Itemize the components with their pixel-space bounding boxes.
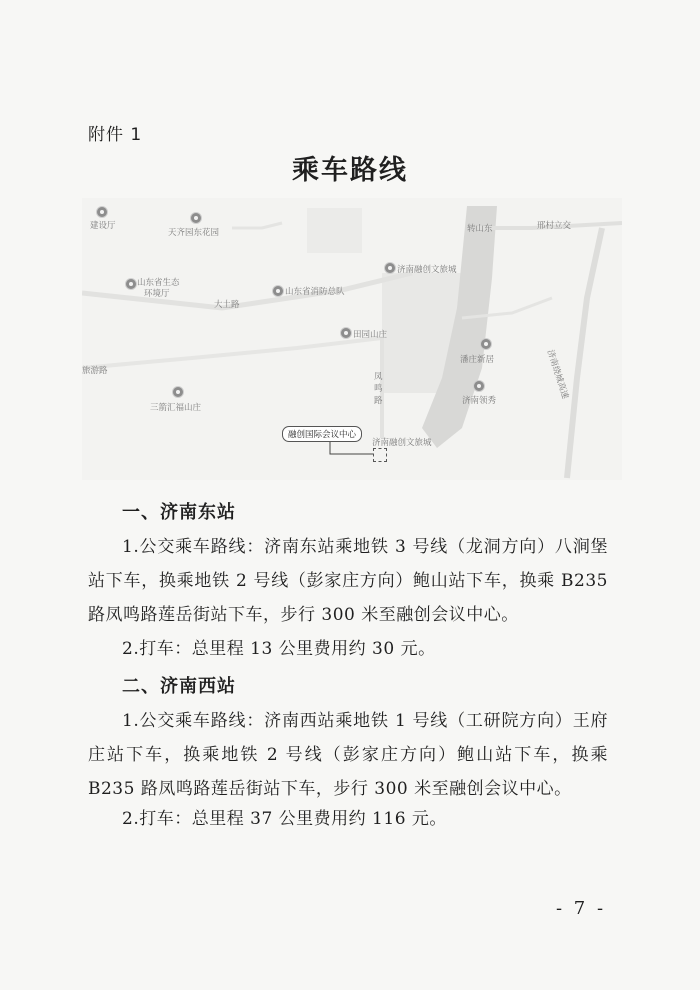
page-title: 乘车路线 <box>292 155 408 186</box>
route-map <box>82 198 622 480</box>
map-label: 济南融创文旅城 <box>372 438 432 448</box>
map-pin-icon <box>172 386 184 398</box>
map-road <box>82 338 382 368</box>
map-highway <box>567 228 602 478</box>
map-pin-icon <box>190 212 202 224</box>
map-label: 山东省生态 <box>137 278 180 288</box>
map-pin-icon <box>272 285 284 297</box>
map-road <box>232 223 282 228</box>
east-bus-route: 1.公交乘车路线：济南东站乘地铁 3 号线（龙洞方向）八涧堡站下车，换乘地铁 2 号线（彭家庄方向）鲍山站下车，换乘 B235 路凤鸣路莲岳街站下车，步行 300 米至融创会议中心。 <box>88 537 608 625</box>
map-label: 转山东 <box>467 224 493 234</box>
attachment-label: 附件 1 <box>88 125 143 145</box>
map-pin-icon <box>96 206 108 218</box>
map-pin-icon <box>480 338 492 350</box>
map-pin-icon <box>125 278 137 290</box>
map-pin-icon <box>384 262 396 274</box>
section-heading-east: 一、济南东站 <box>122 502 236 523</box>
map-label: 路 <box>374 396 383 406</box>
map-label: 环境厅 <box>144 289 170 299</box>
map-label: 凤 <box>374 372 383 382</box>
venue-marker-icon <box>373 448 387 462</box>
map-label: 济南绕城高速 <box>544 348 570 401</box>
section-heading-west: 二、济南西站 <box>122 676 236 697</box>
map-label: 大土路 <box>214 300 240 310</box>
map-label: 济南融创文旅城 <box>397 265 457 275</box>
venue-callout: 融创国际会议中心 <box>282 426 362 442</box>
map-label: 田园山庄 <box>353 330 388 340</box>
map-label: 旅游路 <box>82 366 108 376</box>
map-label: 邢村立交 <box>537 221 572 231</box>
page-number: - 7 - <box>556 898 607 919</box>
map-label: 山东省消防总队 <box>285 287 345 297</box>
map-label: 三箭汇福山庄 <box>150 403 202 413</box>
map-label: 天齐园东花园 <box>168 228 220 238</box>
west-bus-route: 1.公交乘车路线：济南西站乘地铁 1 号线（工研院方向）王府庄站下车，换乘地铁 2 号线（彭家庄方向）鲍山站下车，换乘 B235 路凤鸣路莲岳街站下车，步行 300 米至融创会议中心。 <box>88 711 608 799</box>
map-label: 潘庄新居 <box>460 355 495 365</box>
map-pin-icon <box>340 327 352 339</box>
map-label: 鸣 <box>374 384 383 394</box>
map-label: 建设厅 <box>90 221 116 231</box>
map-pin-icon <box>473 380 485 392</box>
callout-leader <box>330 440 373 454</box>
map-label: 济南领秀 <box>462 396 497 406</box>
west-taxi: 2.打车：总里程 37 公里费用约 116 元。 <box>122 809 447 829</box>
map-block <box>307 208 362 253</box>
east-taxi: 2.打车：总里程 13 公里费用约 30 元。 <box>122 639 436 659</box>
